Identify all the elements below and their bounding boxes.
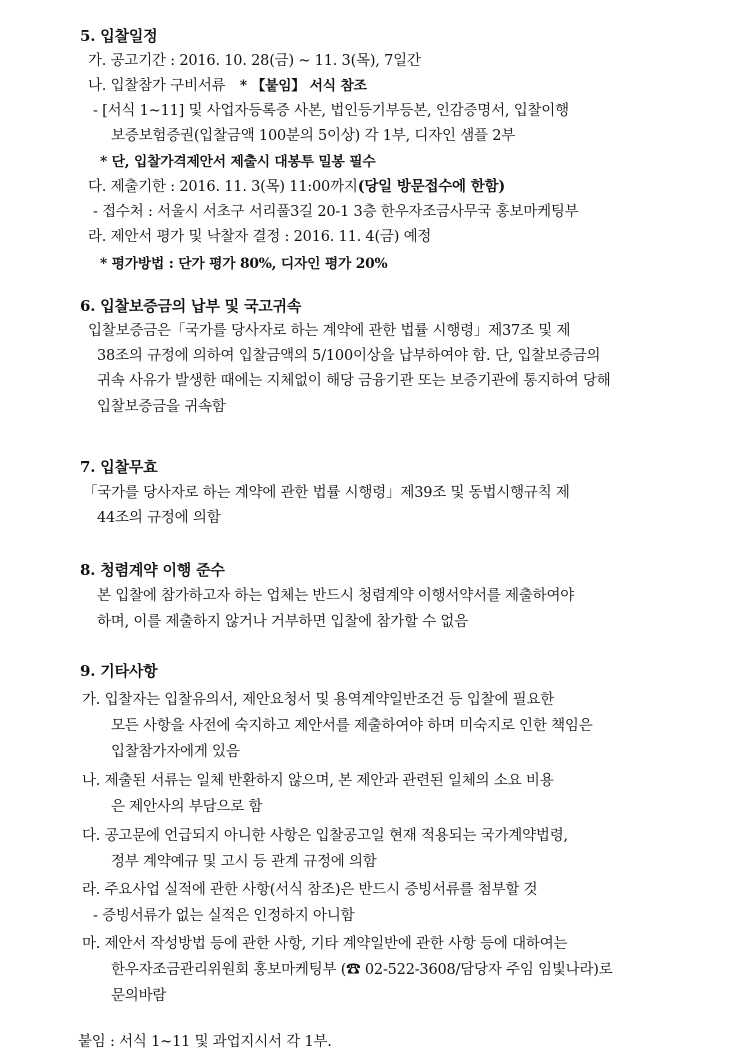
s5-seal-note: * 단, 입찰가격제안서 제출시 대봉투 밀봉 필수 [100, 154, 376, 170]
s9-e-line-1: 마. 제안서 작성방법 등에 관한 사항, 기타 계약일반에 관한 사항 등에 대하여는 [82, 936, 568, 952]
s5-docs-list-1: - [서식 1~11] 및 사업자등록증 사본, 법인등기부등본, 인감증명서, 입찰이행 [93, 103, 569, 119]
section-9-title: 9. 기타사항 [80, 662, 158, 680]
s5-docs [88, 76, 367, 96]
s8-line-1: 본 입찰에 참가하고자 하는 업체는 반드시 청렴계약 이행서약서를 제출하여야 [97, 588, 575, 604]
s6-line-2: 38조의 규정에 의하여 입찰금액의 5/100이상을 납부하여야 함. 단, 입찰보증금의 [97, 348, 601, 364]
s5-docs-note: * 【붙임】 서식 참조 [239, 78, 367, 94]
s5-docs-list-2: 보증보험증권(입찰금액 100분의 5이상) 각 1부, 디자인 샘플 2부 [111, 128, 516, 144]
section-6-title: 6. 입찰보증금의 납부 및 국고귀속 [80, 297, 302, 315]
s5-deadline-note: (당일 방문접수에 한함) [357, 178, 505, 195]
s9-e-line-3: 문의바람 [111, 988, 167, 1004]
s8-line-2: 하며, 이를 제출하지 않거나 거부하면 입찰에 참가할 수 없음 [97, 614, 469, 630]
section-8-title: 8. 청렴계약 이행 준수 [80, 561, 225, 579]
s6-line-3: 귀속 사유가 발생한 때에는 지체없이 해당 금융기관 또는 보증기관에 통지하여 당해 [97, 373, 611, 389]
s5-docs-label: 나. 입찰참가 구비서류 [88, 78, 226, 94]
attachment-note: 붙임 : 서식 1~11 및 과업지시서 각 1부. [78, 1034, 332, 1050]
s5-deadline-label: 다. 제출기한 : 2016. 11. 3(목) 11:00까지 [88, 179, 358, 195]
s9-a-line-1: 가. 입찰자는 입찰유의서, 제안요청서 및 용역계약일반조건 등 입찰에 필요한 [82, 692, 555, 708]
section-5-title: 5. 입찰일정 [80, 27, 158, 45]
s9-a-line-3: 입찰참가자에게 있음 [111, 744, 240, 760]
s9-c-line-2: 정부 계약예규 및 고시 등 관계 규정에 의함 [111, 854, 377, 870]
s9-b-line-1: 나. 제출된 서류는 일체 반환하지 않으며, 본 제안과 관련된 일체의 소요 비용 [82, 773, 554, 789]
s5-eval-method: * 평가방법 : 단가 평가 80%, 디자인 평가 20% [100, 256, 388, 272]
s5-evaluation: 라. 제안서 평가 및 낙찰자 결정 : 2016. 11. 4(금) 예정 [88, 229, 432, 245]
s7-line-2: 44조의 규정에 의함 [97, 510, 221, 526]
s9-d-line-1: 라. 주요사업 실적에 관한 사항(서식 참조)은 반드시 증빙서류를 첨부할 것 [82, 882, 538, 898]
s5-deadline [88, 177, 505, 197]
s9-d-line-2: - 증빙서류가 없는 실적은 인정하지 아니함 [93, 908, 355, 924]
s5-period: 가. 공고기간 : 2016. 10. 28(금) ~ 11. 3(목), 7일간 [88, 53, 421, 69]
s7-line-1: 「국가를 당사자로 하는 계약에 관한 법률 시행령」제39조 및 동법시행규칙 제 [83, 485, 570, 501]
section-7-title: 7. 입찰무효 [80, 458, 158, 476]
s5-reception: - 접수처 : 서울시 서초구 서리풀3길 20-1 3층 한우자조금사무국 홍보마케팅부 [93, 204, 579, 220]
s9-b-line-2: 은 제안사의 부담으로 함 [111, 799, 263, 815]
s6-line-4: 입찰보증금을 귀속함 [97, 399, 226, 415]
s9-e-line-2: 한우자조금관리위원회 홍보마케팅부 (☎ 02-522-3608/담당자 주임 임빛나라)로 [111, 962, 613, 978]
s9-a-line-2: 모든 사항을 사전에 숙지하고 제안서를 제출하여야 하며 미숙지로 인한 책임은 [111, 718, 593, 734]
s6-line-1: 입찰보증금은「국가를 당사자로 하는 계약에 관한 법률 시행령」제37조 및 제 [88, 323, 571, 339]
s9-c-line-1: 다. 공고문에 언급되지 아니한 사항은 입찰공고일 현재 적용되는 국가계약법령, [82, 828, 568, 844]
